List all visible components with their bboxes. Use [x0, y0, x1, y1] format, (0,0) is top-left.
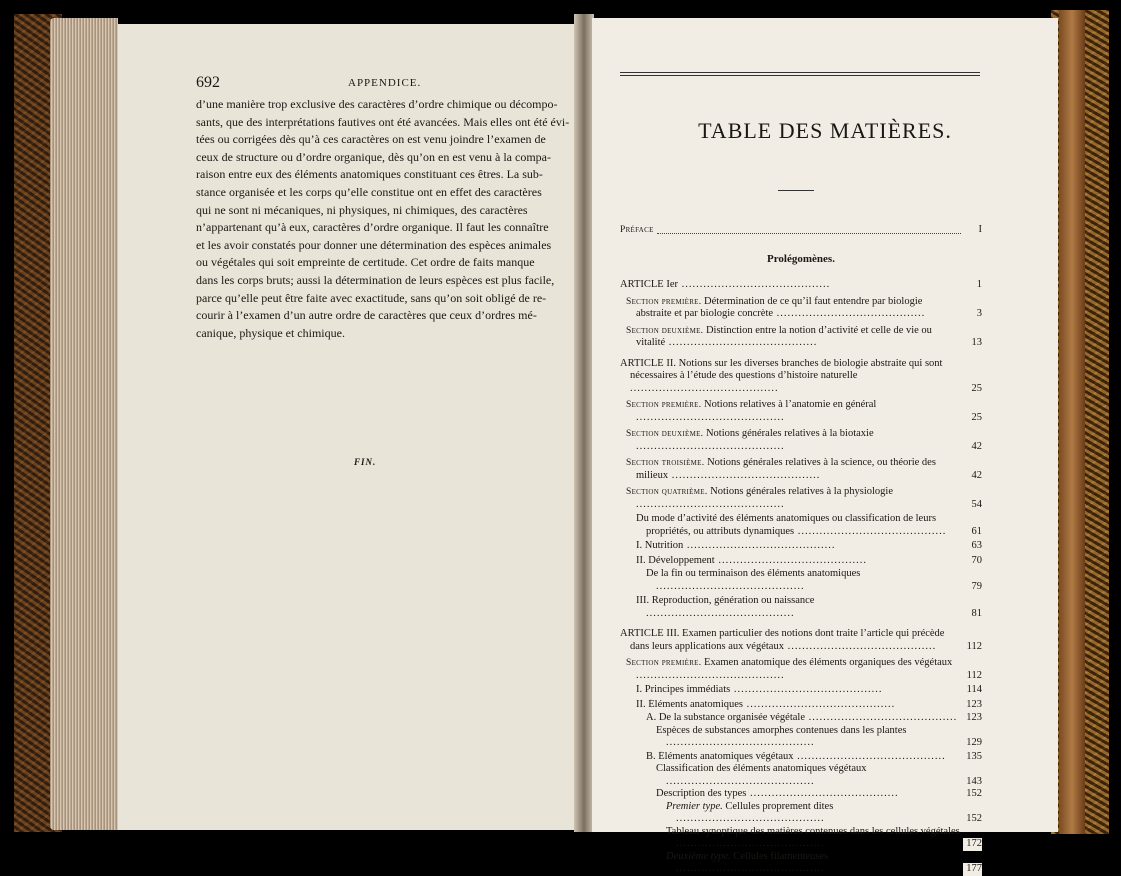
toc-entry-label: I. Nutrition ......................................... [636, 540, 836, 551]
toc-entry-label: Section troisième. Notions générales relatives à la science, ou théorie des milieux ......................................... [626, 457, 936, 481]
toc-entry [620, 486, 982, 511]
toc-entries [620, 279, 982, 876]
toc-page-number: 13 [969, 337, 983, 350]
toc-page-number: 42 [969, 470, 983, 483]
toc-page-number: 81 [969, 608, 983, 621]
toc-entry-label: Section quatrième. Notions générales relatives à la physiologie ......................................... [626, 486, 893, 510]
table-of-contents [620, 224, 982, 876]
toc-page-number: 129 [963, 737, 982, 750]
toc-entry [620, 801, 982, 826]
text-line: qui ne sont ni mécaniques, ni physiques, ni chimiques, des caractères [196, 202, 528, 217]
toc-entry [620, 399, 982, 424]
toc-entry [620, 657, 982, 682]
toc-entry-label: Section deuxième. Distinction entre la notion d’activité et celle de vie ou vitalité ......................................... [626, 324, 932, 348]
right-page [592, 18, 1058, 874]
right-leather-spine [1059, 10, 1085, 834]
toc-page-number: 143 [963, 776, 982, 789]
toc-entry-label: Description des types ......................................... [656, 788, 899, 799]
toc-entry [620, 325, 982, 350]
toc-entry-label: Préface [620, 225, 654, 235]
toc-page-number: 25 [969, 383, 983, 396]
toc-entry-label: Tableau synoptique des matières contenues dans les cellules végétales ......................................... [666, 825, 960, 849]
toc-page-number: 63 [969, 540, 983, 553]
toc-entry-label: Deuxième type. Cellules filamenteuses ......................................... [666, 850, 829, 874]
toc-entry [620, 279, 982, 292]
text-line: et les avoir constatés pour donner une détermination des espèces animales [196, 237, 552, 252]
toc-entry [620, 851, 982, 876]
toc-entry [620, 513, 982, 538]
toc-entry [620, 699, 982, 712]
toc-entry [620, 725, 982, 750]
toc-page-number: 123 [963, 712, 982, 725]
toc-entry [620, 763, 982, 788]
page-edges [50, 18, 118, 830]
text-line: n’appartenant qu’à eux, caractères d’ordre organique. Il faut les connaître [196, 220, 549, 235]
toc-page-number: 25 [969, 412, 983, 425]
toc-page-number: 114 [964, 684, 982, 697]
toc-entry-label: A. De la substance organisée végétale ......................................... [646, 712, 958, 723]
toc-page-number: 79 [969, 581, 983, 594]
text-line: sants, que des interprétations fautives ont été avancées. Mais elles ont été évi- [196, 114, 570, 129]
toc-page-number: 177 [963, 863, 982, 876]
text-line: ou végétales qui soit empreinte de certitude. Cet ordre de faits manque [196, 255, 535, 270]
header-rule [620, 72, 980, 73]
toc-entry [620, 826, 982, 851]
toc-page-number: 3 [974, 308, 982, 321]
toc-entry-label: B. Éléments anatomiques végétaux ......................................... [646, 750, 946, 762]
body-text [196, 96, 570, 342]
toc-entry-label: Du mode d’activité des éléments anatomiques ou classification de leurs propriétés, ou attributs dynamiques ......................................... [636, 513, 947, 537]
toc-page-number: 42 [969, 441, 983, 454]
text-line: ceux de structure ou d’ordre organique, dès qu’on en est venu à la compa- [196, 149, 551, 164]
toc-page-number: 1 [974, 279, 982, 292]
toc-entry [620, 568, 982, 593]
toc-entry-label: II. Éléments anatomiques ......................................... [636, 698, 896, 710]
toc-entry-label: III. Reproduction, génération ou naissance ......................................... [636, 595, 815, 619]
toc-entry [620, 788, 982, 801]
toc-page-number: 135 [963, 751, 982, 764]
book-gutter [574, 14, 594, 832]
toc-entry-label: Classification des éléments anatomiques végétaux ......................................... [656, 763, 867, 787]
text-line: d’une manière trop exclusive des caractères d’ordre chimique ou décompo- [196, 97, 558, 111]
text-line: stance organisée et les corps qu’elle constitue ont en effet des caractères [196, 184, 542, 199]
toc-entry [620, 628, 982, 653]
text-line: raison entre eux des éléments anatomiques constituant ces êtres. La sub- [196, 167, 543, 182]
toc-entry-label: ARTICLE Ier ......................................... [620, 279, 831, 290]
toc-entry-label: I. Principes immédiats ......................................... [636, 684, 883, 695]
toc-entry [620, 595, 982, 620]
toc-page-number: 70 [969, 555, 983, 568]
toc-page-number: 172 [963, 838, 982, 851]
toc-page-number: I [978, 224, 982, 235]
title-rule [778, 190, 814, 191]
toc-entry [620, 555, 982, 568]
toc-entry-label: Premier type. Cellules proprement dites ......................................... [666, 800, 834, 824]
toc-entry [620, 457, 982, 482]
toc-entry [620, 358, 982, 396]
toc-page-number: 112 [964, 670, 982, 683]
toc-page-number: 152 [963, 788, 982, 801]
toc-entry-label: Section première. Détermination de ce qu’il faut entendre par biologie abstraite et par biologie concrète ......................................... [626, 295, 926, 319]
toc-entry-label: Espèces de substances amorphes contenues dans les plantes ......................................... [656, 724, 907, 748]
toc-entry-preface [620, 224, 982, 237]
toc-entry-label: Section deuxième. Notions générales relatives à la biotaxie ......................................... [626, 428, 874, 452]
text-line: courir à l’examen d’un autre ordre de caractères que ceux d’ordres mé- [196, 308, 537, 323]
toc-entry-label: De la fin ou terminaison des éléments anatomiques ......................................... [646, 568, 861, 592]
page-title: TABLE DES MATIÈRES. [698, 118, 952, 143]
toc-page-number: 152 [963, 813, 982, 826]
toc-entry-label: II. Développement ......................................... [636, 554, 867, 566]
left-page [118, 24, 576, 830]
toc-entry [620, 296, 982, 321]
toc-entry-label: ARTICLE II. Notions sur les diverses branches de biologie abstraite qui sont nécessaires à l’étude des questions d’histoire naturelle ......................................... [620, 357, 943, 394]
header-rule [620, 75, 980, 76]
toc-page-number: 123 [963, 699, 982, 712]
toc-entry [620, 540, 982, 553]
toc-entry-label: ARTICLE III. Examen particulier des notions dont traite l’article qui précède dans leurs applications aux végétaux ......................................... [620, 628, 945, 652]
text-line: tées ou corrigées dès qu’à ces caractères on est venu joindre l’examen de [196, 132, 546, 147]
toc-entry [620, 712, 982, 725]
toc-entry [620, 428, 982, 453]
toc-page-number: 61 [969, 526, 983, 539]
toc-entry [620, 751, 982, 764]
toc-entry-label: Section première. Notions relatives à l’anatomie en général ......................................... [626, 399, 877, 423]
toc-page-number: 54 [969, 499, 983, 512]
text-line: canique, physique et chimique. [196, 325, 345, 340]
text-line: dans les corps bruts; aussi la détermination de leurs espèces est plus facile, [196, 272, 555, 287]
section-heading: Prolégomènes. [767, 252, 835, 265]
fin-mark: FIN. [354, 457, 377, 467]
running-head: APPENDICE. [348, 77, 422, 89]
toc-page-number: 112 [964, 641, 982, 654]
toc-entry [620, 684, 982, 697]
toc-entry-label: Section première. Examen anatomique des éléments organiques des végétaux ......................................... [626, 657, 953, 681]
text-line: parce qu’elle peut être faite avec exactitude, sans qu’on soit obligé de re- [196, 290, 547, 305]
page-number: 692 [196, 74, 220, 91]
